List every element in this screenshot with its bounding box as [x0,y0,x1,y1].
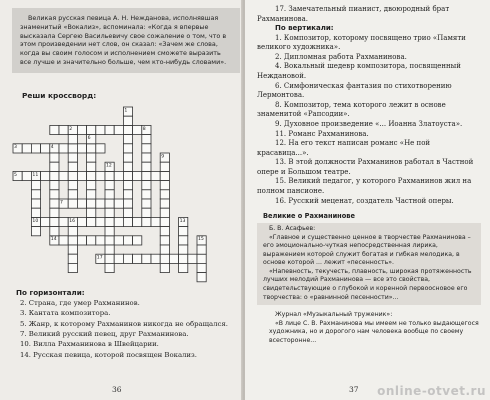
crossword-cell [105,171,114,180]
crossword-cell [87,125,96,134]
crossword-title: Реши кроссворд: [22,91,97,100]
crossword-cell [96,199,105,208]
down-clue: 15. Великий педагог, у которого Рахманинов жил на полном пансионе. [257,177,472,195]
crossword-cell [160,181,169,190]
crossword-cell [50,162,59,171]
crossword-cell [151,217,160,226]
crossword-cell [59,217,68,226]
crossword-cell [133,217,142,226]
crossword-number: 12 [106,163,112,169]
crossword-number: 4 [50,145,54,151]
crossword-number: 11 [32,172,39,178]
page-number: 37 [349,385,359,394]
crossword-cell [77,144,86,153]
crossword-cell [31,190,40,199]
crossword-number: 13 [179,218,186,224]
crossword-cell [179,236,188,245]
across-clues [20,298,234,360]
page-number: 36 [112,385,122,394]
crossword-cell [50,208,59,217]
crossword-cell [197,263,206,272]
crossword-cell [87,144,96,153]
crossword-cell [142,181,151,190]
crossword-cell [105,236,114,245]
crossword-cell [114,254,123,263]
crossword-cell [50,190,59,199]
crossword-cell [59,171,68,180]
crossword-cell [105,263,114,272]
crossword-cell [123,153,132,162]
across-clue: 2. Страна, где умер Рахманинов. [20,299,140,307]
crossword-cell [105,227,114,236]
crossword-number: 15 [198,237,204,243]
crossword-cell [160,171,169,180]
crossword-cell [197,254,206,263]
crossword-cell [87,208,96,217]
crossword-cell [133,254,142,263]
crossword-cell [151,171,160,180]
crossword-cell [77,217,86,226]
crossword-number: 14 [50,237,57,243]
crossword-number: 5 [14,172,17,178]
crossword-cell [105,190,114,199]
crossword-cell [68,227,77,236]
crossword-cell [59,144,68,153]
crossword-cell [22,171,31,180]
crossword-cell [142,144,151,153]
crossword-cell [169,254,178,263]
crossword-cell [105,181,114,190]
crossword-cell [96,125,105,134]
crossword-cell [31,208,40,217]
crossword-cell [87,153,96,162]
across-heading: По горизонтали: [16,288,85,297]
crossword-number: 3 [14,145,17,151]
crossword-cell [68,236,77,245]
crossword-cell [105,125,114,134]
crossword-cell [142,254,151,263]
down-clue: 11. Романс Рахманинова. [275,129,369,138]
crossword-cell [50,125,59,134]
crossword-cell [123,171,132,180]
crossword-cell [160,263,169,272]
crossword-cell [114,236,123,245]
crossword-cell [68,144,77,153]
crossword-cell [142,208,151,217]
crossword-cell [68,153,77,162]
crossword-cell [123,254,132,263]
crossword-cell [160,217,169,226]
crossword-cell [114,199,123,208]
crossword-cell [77,236,86,245]
crossword-cell [105,217,114,226]
crossword-cell [41,171,50,180]
down-clue: 16. Русский меценат, создатель Частной оперы. [275,196,454,205]
crossword-cell [31,199,40,208]
crossword-cell [68,263,77,272]
crossword-cell [123,236,132,245]
journal-text: «В лице С. В. Рахманинова мы имеем не только выдающегося художника, но и дорогого нам человека вообще по своему всесторонне... [269,319,479,344]
crossword-cell [123,116,132,125]
crossword-cell [68,190,77,199]
section-heading: Великие о Рахманинове [263,212,355,221]
down-clue: 13. В этой должности Рахманинов работал в Частной опере и Большом театре. [257,158,474,176]
quote-text: Великая русская певица А. Н. Нежданова, исполнявшая знаменитый «Вокализ», вспоминала: «Когда я впервые высказала Сергею Васильевичу свое сожаление о том, что в этом произведении нет слов, он сказал: «Зачем же слова, когда вы своим голосом и исполнением сможете выразить все лучше и значительно больше, чем кто-нибудь словами». [20,14,227,67]
asafiev-quotes [257,223,481,305]
journal-title: Журнал «Музыкальный труженик»: [275,311,393,319]
crossword-cell [41,144,50,153]
crossword-number: 8 [142,126,146,132]
crossword-cell [96,236,105,245]
crossword-cell [179,227,188,236]
crossword-number: 6 [87,136,91,141]
crossword-cell [123,135,132,144]
crossword-cell [179,245,188,254]
crossword-cell [31,227,40,236]
down-clue: 4. Вокальный шедевр композитора, посвященный Неждановой. [257,62,461,81]
crossword-cell [50,181,59,190]
crossword-cell [87,162,96,171]
crossword-cell [133,171,142,180]
crossword-cell [123,144,132,153]
crossword-cell [50,171,59,180]
crossword-cell [179,254,188,263]
left-page [0,0,243,400]
crossword-cell [123,217,132,226]
crossword-cell [142,199,151,208]
crossword-cell [197,273,206,282]
crossword-number: 7 [60,200,63,206]
across-clue: 7. Великий русский певец, друг Рахманинова. [20,330,189,339]
across-clue: 5. Жанр, к которому Рахманинов никогда не обращался. [20,319,228,328]
down-clue: 2. Дипломная работа Рахманинова. [275,52,407,61]
crossword-cell [142,190,151,199]
crossword-cell [105,199,114,208]
down-clue: 6. Симфоническая фантазия по стихотворению Лермонтова. [257,81,452,100]
crossword-cell [59,125,68,134]
crossword-cell [151,254,160,263]
crossword-cell [160,162,169,171]
crossword-cell [87,171,96,180]
crossword-cell [96,171,105,180]
down-clue: 8. Композитор, тема которого лежит в основе знаменитой «Рапсодии». [257,100,446,119]
crossword-cell [188,254,197,263]
crossword-number: 9 [161,154,165,160]
down-clue: 1. Композитор, которому посвящено трио «Памяти великого художника». [257,33,466,52]
crossword-number: 2 [69,126,73,132]
crossword-cell [160,199,169,208]
crossword-cell [77,125,86,134]
crossword-cell [87,236,96,245]
crossword-cell [123,199,132,208]
crossword-cell [41,217,50,226]
crossword-cell [87,181,96,190]
crossword-cell [133,236,142,245]
crossword-cell [114,217,123,226]
crossword-number: 16 [69,218,76,224]
crossword-number: 1 [124,108,128,114]
crossword-cell [142,135,151,144]
crossword-cell [68,135,77,144]
crossword-cell [96,144,105,153]
crossword-cell [123,190,132,199]
crossword-cell [160,254,169,263]
clue-17: 17. Замечательный пианист, двоюродный брат Рахманинова. [257,5,450,23]
crossword-cell [160,236,169,245]
crossword-cell [197,245,206,254]
crossword-cell [123,208,132,217]
crossword-cell [133,125,142,134]
quote-paragraph: «Напевность, текучесть, плавность, широкая протяженность лучших мелодий Рахманинова — все это свойства, свидетельствующие о глубокой и коренной первоосновое его творчества: о «равнинной песенности»... [263,267,472,301]
crossword-cell [77,171,86,180]
crossword-cell [114,125,123,134]
crossword-cell [142,217,151,226]
crossword-cell [160,208,169,217]
crossword-cell [50,199,59,208]
crossword-cell [77,199,86,208]
journal-quote [257,311,481,345]
crossword-cell [114,171,123,180]
crossword-cell [68,181,77,190]
crossword-cell [68,199,77,208]
crossword-cell [87,190,96,199]
crossword-cell [50,153,59,162]
across-clue: 14. Русская певица, которой посвящен Вокализ. [20,350,197,359]
crossword-cell [142,162,151,171]
crossword-cell [142,153,151,162]
crossword-cell [87,217,96,226]
across-clue: 10. Вилла Рахманинова в Швейцарии. [20,340,159,349]
crossword-cell [68,245,77,254]
quote-paragraph: «Главное и существенно ценное в творчестве Рахманинова – его эмоционально-чуткая непосредственная лирика, выражением которой служит богатая и гибкая мелодика, в основе которой ... лежит «песенность». [263,233,471,267]
down-heading: По вертикали: [275,24,334,33]
crossword-cell [160,190,169,199]
crossword-cell [68,162,77,171]
crossword-cell [123,162,132,171]
crossword-cell [31,181,40,190]
crossword-cell [160,227,169,236]
crossword-cell [105,254,114,263]
watermark: online-otvet.ru [377,384,486,398]
crossword-cell [123,181,132,190]
quote-author: Б. В. Асафьев: [269,225,316,233]
crossword-cell [179,263,188,272]
crossword-cell [22,144,31,153]
down-clue: 9. Духовное произведение «... Иоанна Златоуста». [275,119,463,128]
crossword-cell [31,144,40,153]
crossword-cell [105,208,114,217]
crossword-cell [87,199,96,208]
crossword-cell [68,254,77,263]
crossword-number: 10 [32,218,39,224]
crossword-number: 17 [96,255,103,261]
crossword-cell [105,245,114,254]
across-clue: 3. Кантата композитора. [20,309,111,318]
right-page-text [257,5,481,345]
down-clue: 12. На его текст написан романс «Не пой красавица...». [257,139,431,157]
crossword-cell [50,227,59,236]
crossword-cell [142,171,151,180]
crossword-cell [123,125,132,134]
crossword-cell [68,171,77,180]
right-page [245,0,490,400]
crossword-cell [160,245,169,254]
crossword-cell [50,217,59,226]
crossword-cell [96,217,105,226]
crossword-cell [59,236,68,245]
